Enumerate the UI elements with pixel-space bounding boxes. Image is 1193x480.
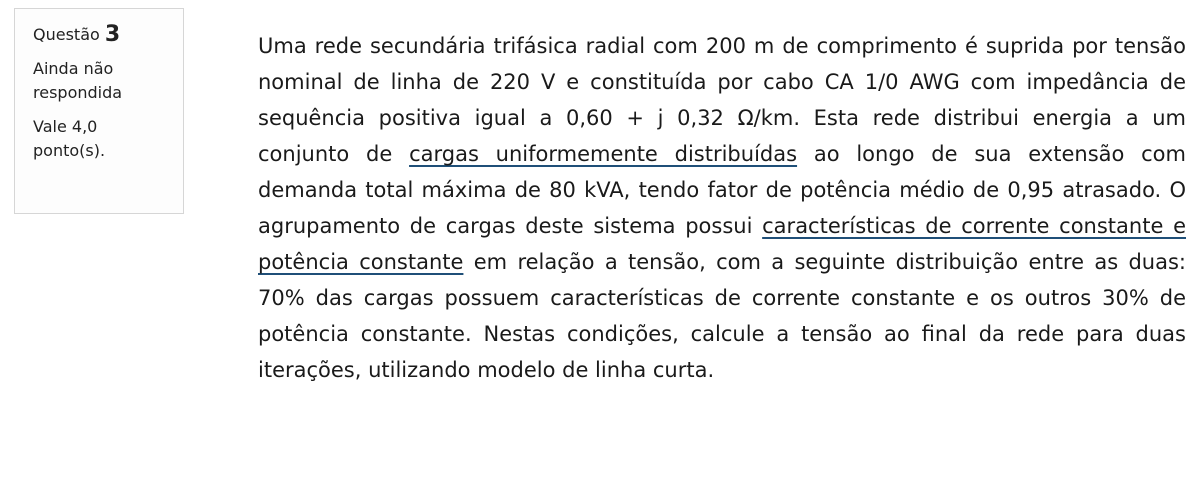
question-label: Questão (33, 25, 100, 44)
question-text-part-1: Uma rede secundária trifásica radial com 200 m de comprimento é suprida por tensão nominal de linha de 220 V e constituída por cabo CA 1/0 AWG com impedância de sequência positiva igual a 0,60 + j 0,32 Ω/km. Esta rede distribui energia a um conjunto de (258, 34, 1186, 166)
question-text (258, 28, 1186, 388)
question-number-row (33, 23, 171, 47)
underlined-phrase-uniform-loads: cargas uniformemente distribuídas (409, 142, 798, 166)
question-info-panel (14, 8, 184, 214)
underlined-phrase-load-characteristics: características de corrente constante e potência constante (258, 214, 1186, 274)
question-value: Vale 4,0 ponto(s). (33, 117, 106, 160)
question-number: 3 (104, 22, 121, 47)
question-text-part-3: em relação a tensão, com a seguinte distribuição entre as duas: 70% das cargas possuem características de corrente constante e os outros 30% de potência constante. Nestas condições, calcule a tensão ao final da rede para duas iterações, utilizando modelo de linha curta. (258, 250, 1186, 382)
answer-status: Ainda não respondida (33, 59, 123, 102)
question-text-part-2: ao longo de sua extensão com demanda total máxima de 80 kVA, tendo fator de potência médio de 0,95 atrasado. O agrupamento de cargas deste sistema possui (258, 142, 1186, 238)
